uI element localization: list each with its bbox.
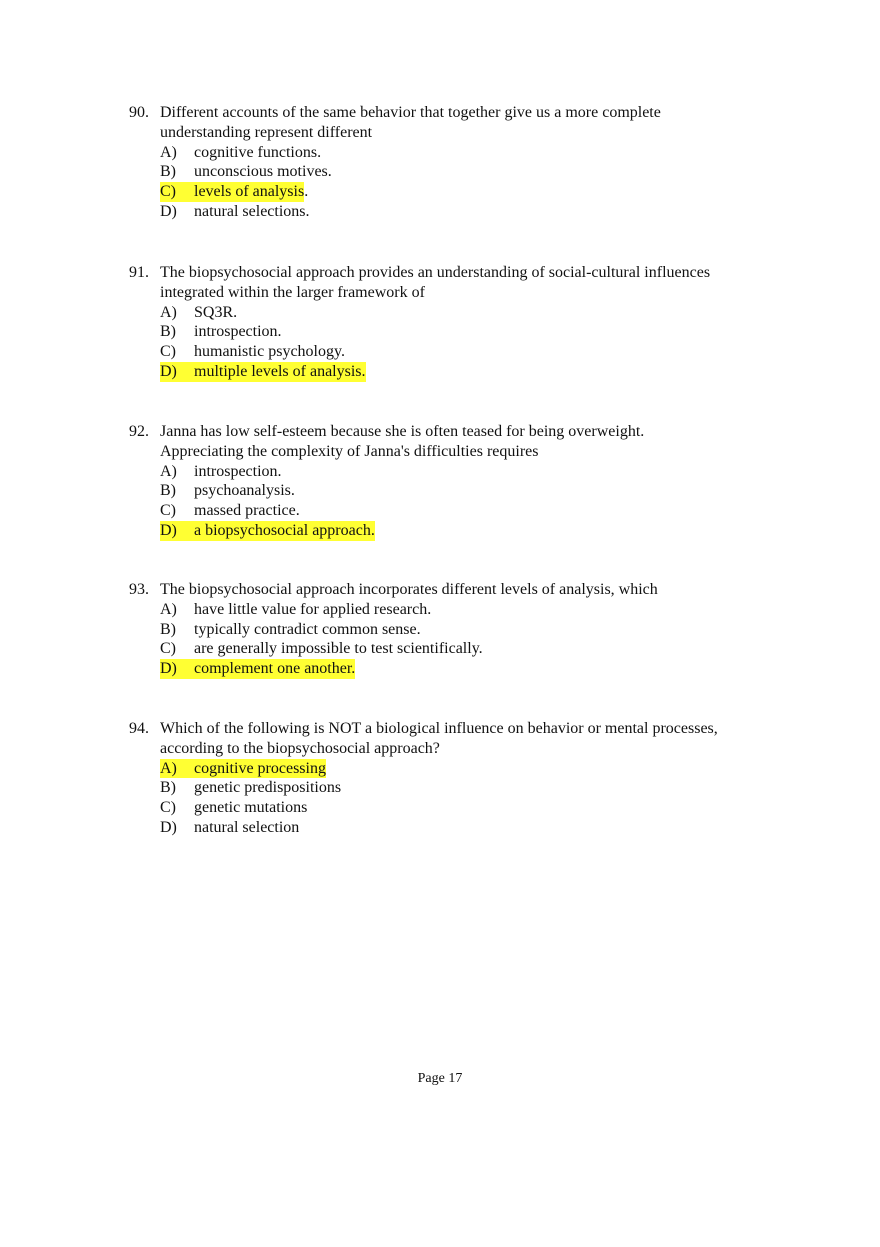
option-d-correct xyxy=(160,521,789,541)
question-text: Different accounts of the same behavior that together give us a more complete understanding represent different xyxy=(160,104,661,141)
option-a: A) SQ3R. xyxy=(160,303,238,321)
question-93 xyxy=(129,580,789,679)
question-number: 93. xyxy=(129,581,149,598)
option-b: B) genetic predispositions xyxy=(160,779,342,797)
option-c: C) are generally impossible to test scientifically. xyxy=(160,640,483,658)
question-94 xyxy=(129,719,789,838)
answer-highlight: C) levels of analysis xyxy=(160,183,305,201)
question-number: 92. xyxy=(129,423,149,440)
option-c: C) genetic mutations xyxy=(160,799,308,817)
option-d-correct xyxy=(160,362,789,382)
option-d-correct xyxy=(160,659,789,679)
option-d: D) natural selection xyxy=(160,818,300,836)
option-c: C) massed practice. xyxy=(160,502,300,520)
question-number: 90. xyxy=(129,104,149,121)
question-number: 94. xyxy=(129,720,149,737)
option-b: B) typically contradict common sense. xyxy=(160,620,421,638)
option-c-correct: C) levels of analysis . xyxy=(160,183,309,201)
answer-highlight: D) a biopsychosocial approach. xyxy=(160,521,375,539)
option-c: C) humanistic psychology. xyxy=(160,343,345,361)
question-stem xyxy=(129,719,789,759)
option-b: B) psychoanalysis. xyxy=(160,482,295,500)
question-90 xyxy=(129,103,789,222)
question-text: Janna has low self-esteem because she is often teased for being overweight. Appreciating the complexity of Janna's difficulties requires xyxy=(160,423,645,460)
question-text: Which of the following is NOT a biological influence on behavior or mental processes, according to the biopsychosocial approach? xyxy=(160,720,718,757)
question-stem xyxy=(129,580,789,600)
question-92 xyxy=(129,422,789,541)
question-stem xyxy=(129,103,789,143)
question-stem xyxy=(129,263,789,303)
answer-highlight: A) cognitive processing xyxy=(160,759,326,777)
option-b: B) unconscious motives. xyxy=(160,163,332,181)
page-number: Page 17 xyxy=(417,1071,463,1086)
answer-highlight: D) complement one another. xyxy=(160,660,356,678)
question-stem xyxy=(129,422,789,462)
option-a: A) introspection. xyxy=(160,462,282,480)
question-91 xyxy=(129,263,789,382)
option-d: D) natural selections. xyxy=(160,202,310,220)
option-b: B) introspection. xyxy=(160,323,282,341)
option-a-correct xyxy=(160,759,789,779)
question-text: The biopsychosocial approach incorporates different levels of analysis, which xyxy=(160,581,658,598)
answer-highlight: D) multiple levels of analysis. xyxy=(160,362,366,380)
question-number: 91. xyxy=(129,264,149,281)
option-a: A) cognitive functions. xyxy=(160,143,322,161)
question-text: The biopsychosocial approach provides an understanding of social-cultural influences integrated within the larger framework of xyxy=(160,264,711,301)
option-a: A) have little value for applied research. xyxy=(160,600,432,618)
